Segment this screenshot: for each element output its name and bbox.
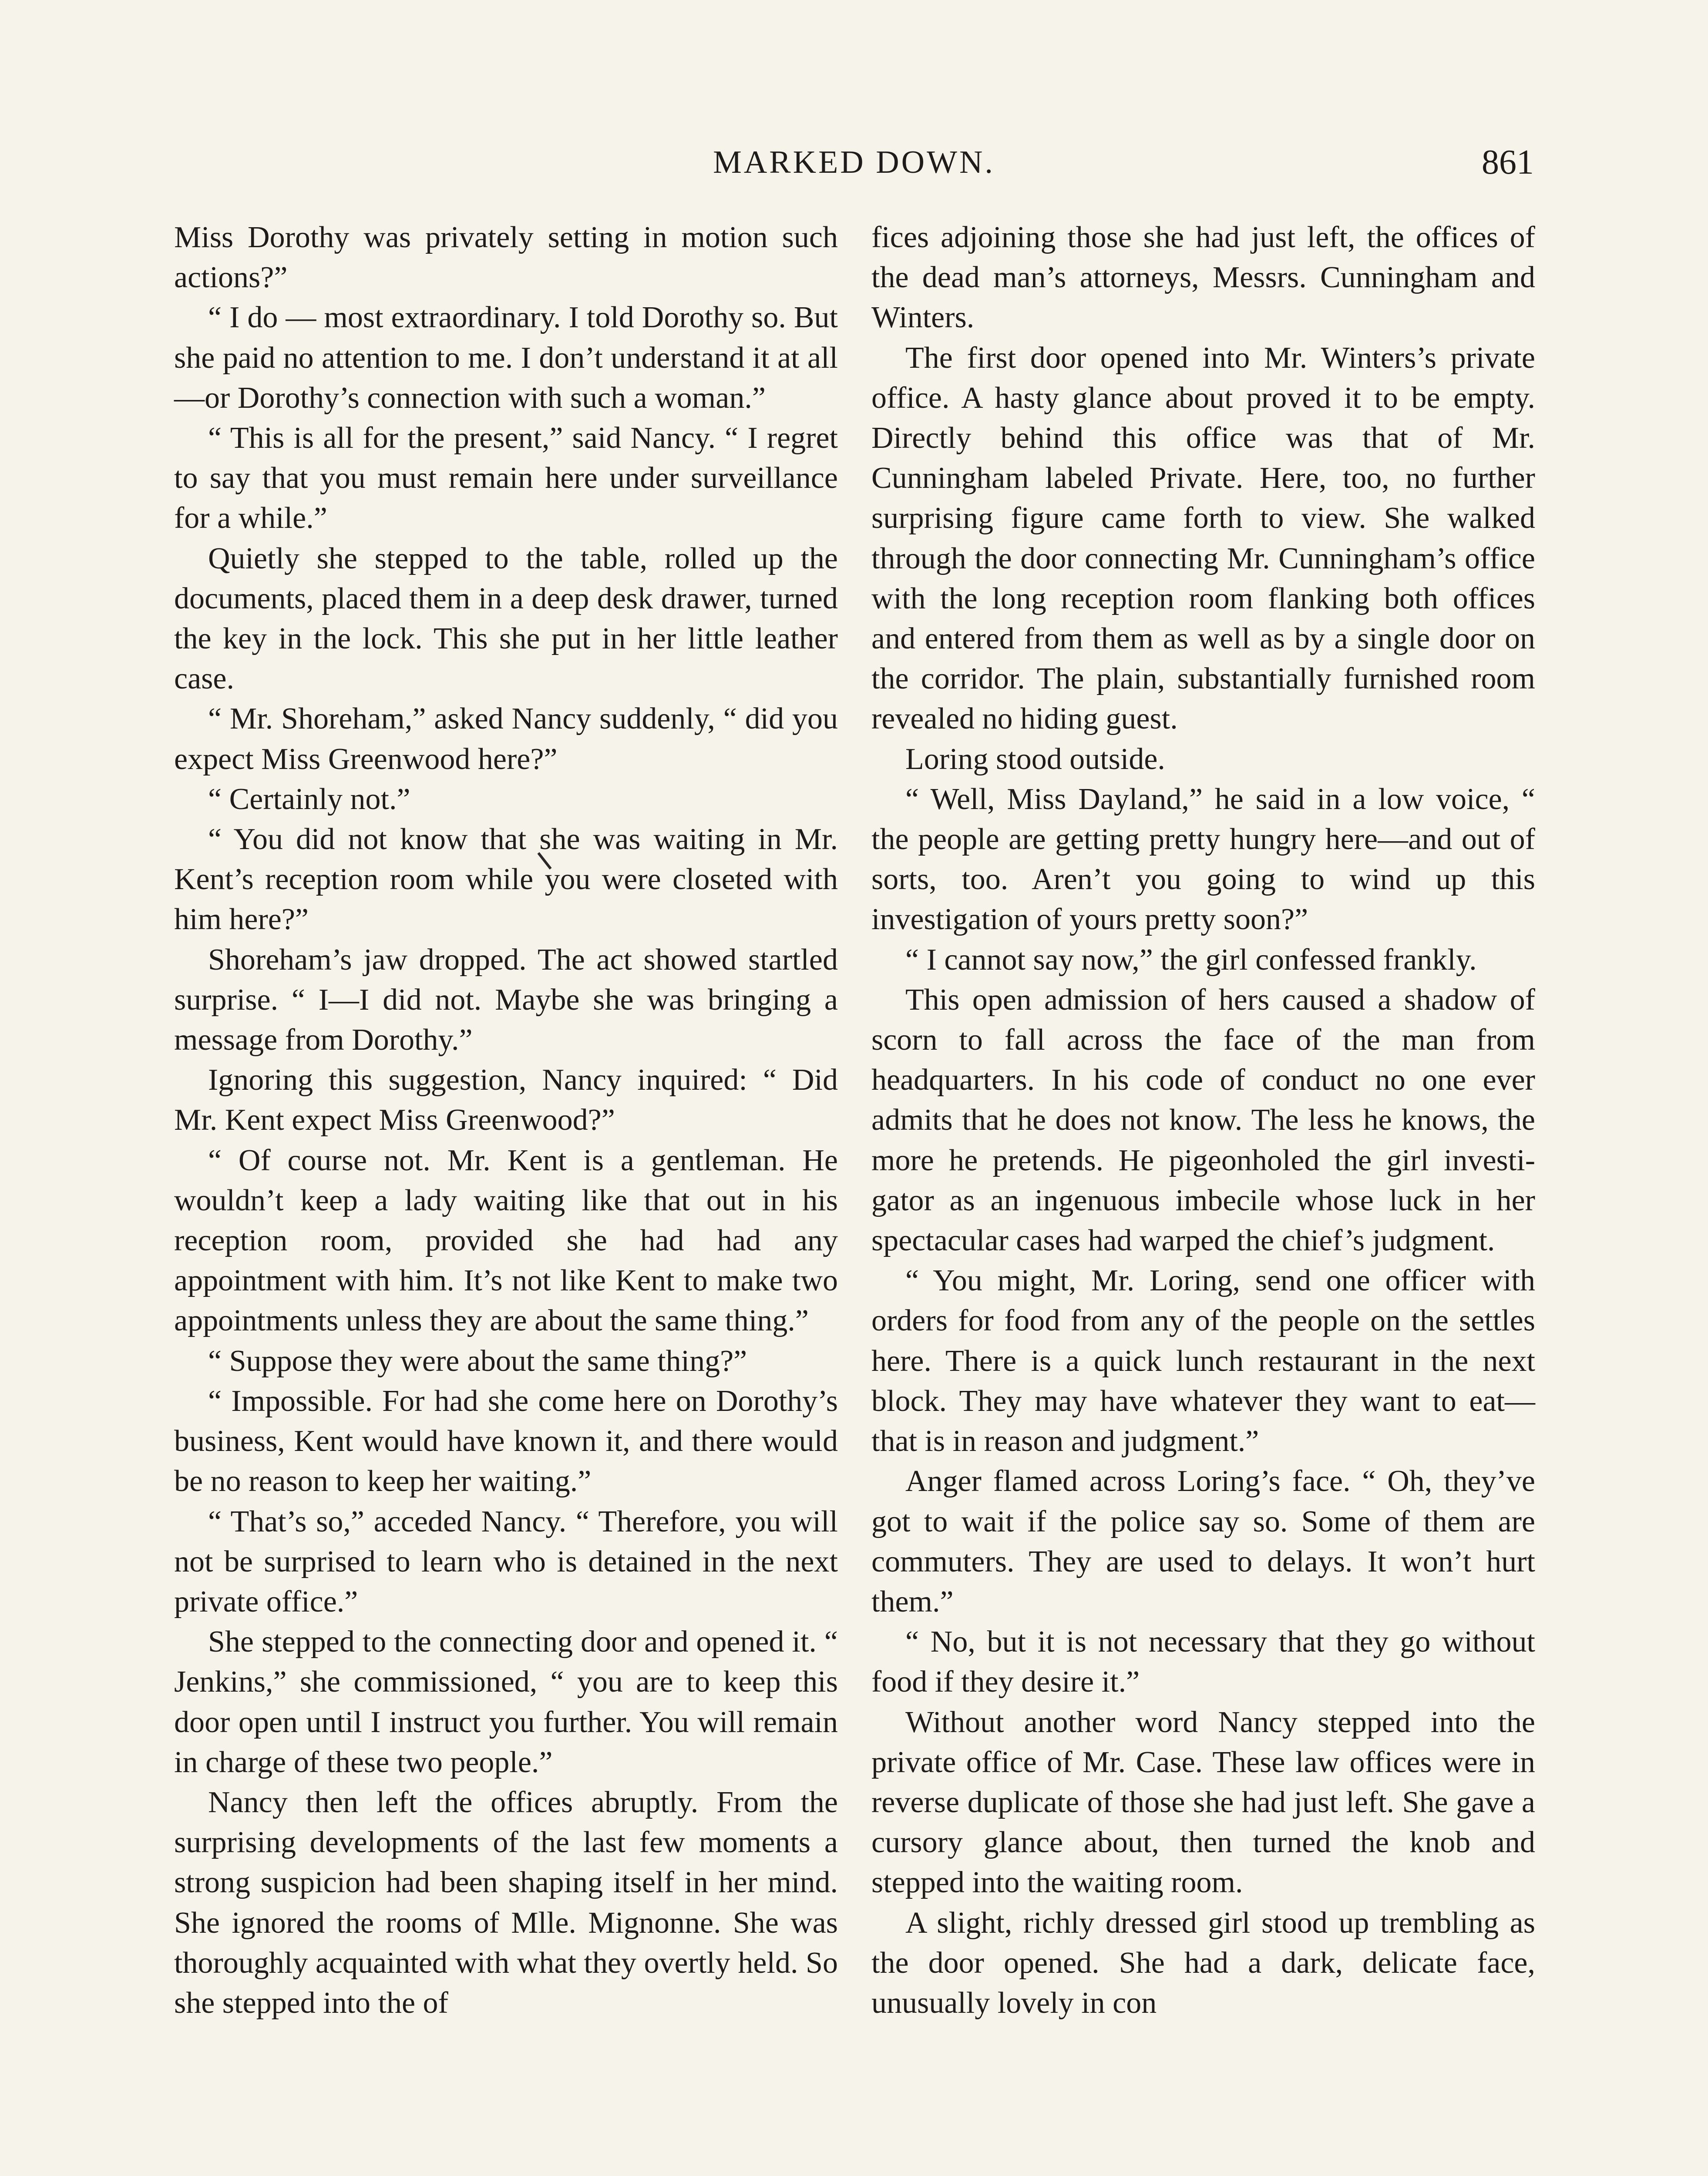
paragraph: “ Well, Miss Dayland,” he said in a low voice, “ the people are getting pretty hungry here—and out of sorts, too. Aren’t you going to wind up this investigation of yours pretty soon?” [871,782,1535,937]
paragraph: Without another word Nancy stepped into the private office of Mr. Case. These law offices were in reverse duplicate of those she had just left. She gave a cursory glance about, then turned the knob and stepped into the waiting room. [871,1705,1535,1900]
text-column-right [871,218,1535,2023]
paragraph: She stepped to the connecting door and opened it. “ Jenkins,” she commissioned, “ you are to keep this door open until I instruct you further. You will remain in charge of these two people.” [174,1625,838,1779]
paragraph: Ignoring this suggestion, Nancy inquired: “ Did Mr. Kent expect Miss Greenwood?” [174,1063,838,1137]
paragraph: “ You might, Mr. Loring, send one officer with orders for food from any of the people on the settles here. There is a quick lunch restaurant in the next block. They may have whatever they want to eat—that is in reason and judgment.” [871,1264,1535,1458]
paragraph: “ Of course not. Mr. Kent is a gentleman. He wouldn’t keep a lady waiting like that out in his reception room, provided she had had any appointment with him. It’s not like Kent to make two appointments unless they are about the same thing.” [174,1143,838,1338]
paragraph: “ Impossible. For had she come here on Dorothy’s business, Kent would have known it, and there would be no reason to keep her waiting.” [174,1384,838,1498]
paragraph: Quietly she stepped to the table, rolled up the documents, placed them in a deep desk drawer, turned the key in the lock. This she put in her little leather case. [174,541,838,696]
paragraph: fices adjoining those she had just left, the offices of the dead man’s attorneys, Messrs. Cunningham and Winters. [871,221,1535,335]
paragraph: Shoreham’s jaw dropped. The act showed startled surprise. “ I—I did not. Maybe she was bringing a message from Dorothy.” [174,943,838,1057]
paragraph: “ Suppose they were about the same thing?” [208,1344,747,1378]
paragraph: Miss Dorothy was privately setting in motion such actions?” [174,221,838,295]
text-column-left [174,218,838,2023]
paragraph: This open admission of hers caused a shadow of scorn to fall across the face of the man from headquarters. In his code of conduct no one ever admits that he does not know. The less he knows, the more he pretends. He pigeonholed the girl investigator as an ingenuous imbecile whose luck in her spectacular cases had warped the chief’s judgment. [871,983,1535,1258]
paragraph: “ I do — most extraordinary. I told Dorothy so. But she paid no attention to me. I don’t understand it at all—or Dorothy’s connection with such a woman.” [174,301,838,415]
paragraph: The first door opened into Mr. Winters’s private office. A hasty glance about proved it to be empty. Directly behind this office was that of Mr. Cunningham labeled Private. Here, too, no further surprising figure came forth to view. She walked through the door connecting Mr. Cunningham’s office with the long reception room flanking both offices and entered from them as well as by a single door on the corridor. The plain, substantially furnished room revealed no hiding guest. [871,341,1535,736]
paragraph: “ That’s so,” acceded Nancy. “ Therefore, you will not be surprised to learn who is detained in the next private office.” [174,1504,838,1619]
paragraph: Nancy then left the offices abruptly. From the surprising developments of the last few moments a strong suspicion had been shaping itself in her mind. She ignored the rooms of Mlle. Mignonne. She was thoroughly acquainted with what they overtly held. So she stepped into the of [174,1785,838,2020]
paragraph: “ No, but it is not necessary that they go without food if they desire it.” [871,1625,1535,1699]
paragraph: A slight, richly dressed girl stood up trembling as the door opened. She had a dark, delicate face, unusually lovely in con [871,1906,1535,2020]
paragraph: Loring stood outside. [905,742,1165,776]
paragraph: “ You did not know that she was waiting in Mr. Kent’s reception room while you were closeted with him here?” [174,823,838,937]
page-number: 861 [1482,143,1534,181]
paragraph: “ This is all for the present,” said Nancy. “ I regret to say that you must remain here under surveillance for a while.” [174,421,838,535]
paragraph: “ Mr. Shoreham,” asked Nancy suddenly, “ did you expect Miss Greenwood here?” [174,702,838,776]
paragraph: “ I cannot say now,” the girl confessed frankly. [905,943,1477,977]
paragraph: Anger flamed across Loring’s face. “ Oh, they’ve got to wait if the police say so. Some of them are commuters. They are used to delays. It won’t hurt them.” [871,1464,1535,1619]
paragraph: “ Certainly not.” [208,782,410,816]
running-head [174,138,1534,186]
page-title: MARKED DOWN. [713,144,995,180]
